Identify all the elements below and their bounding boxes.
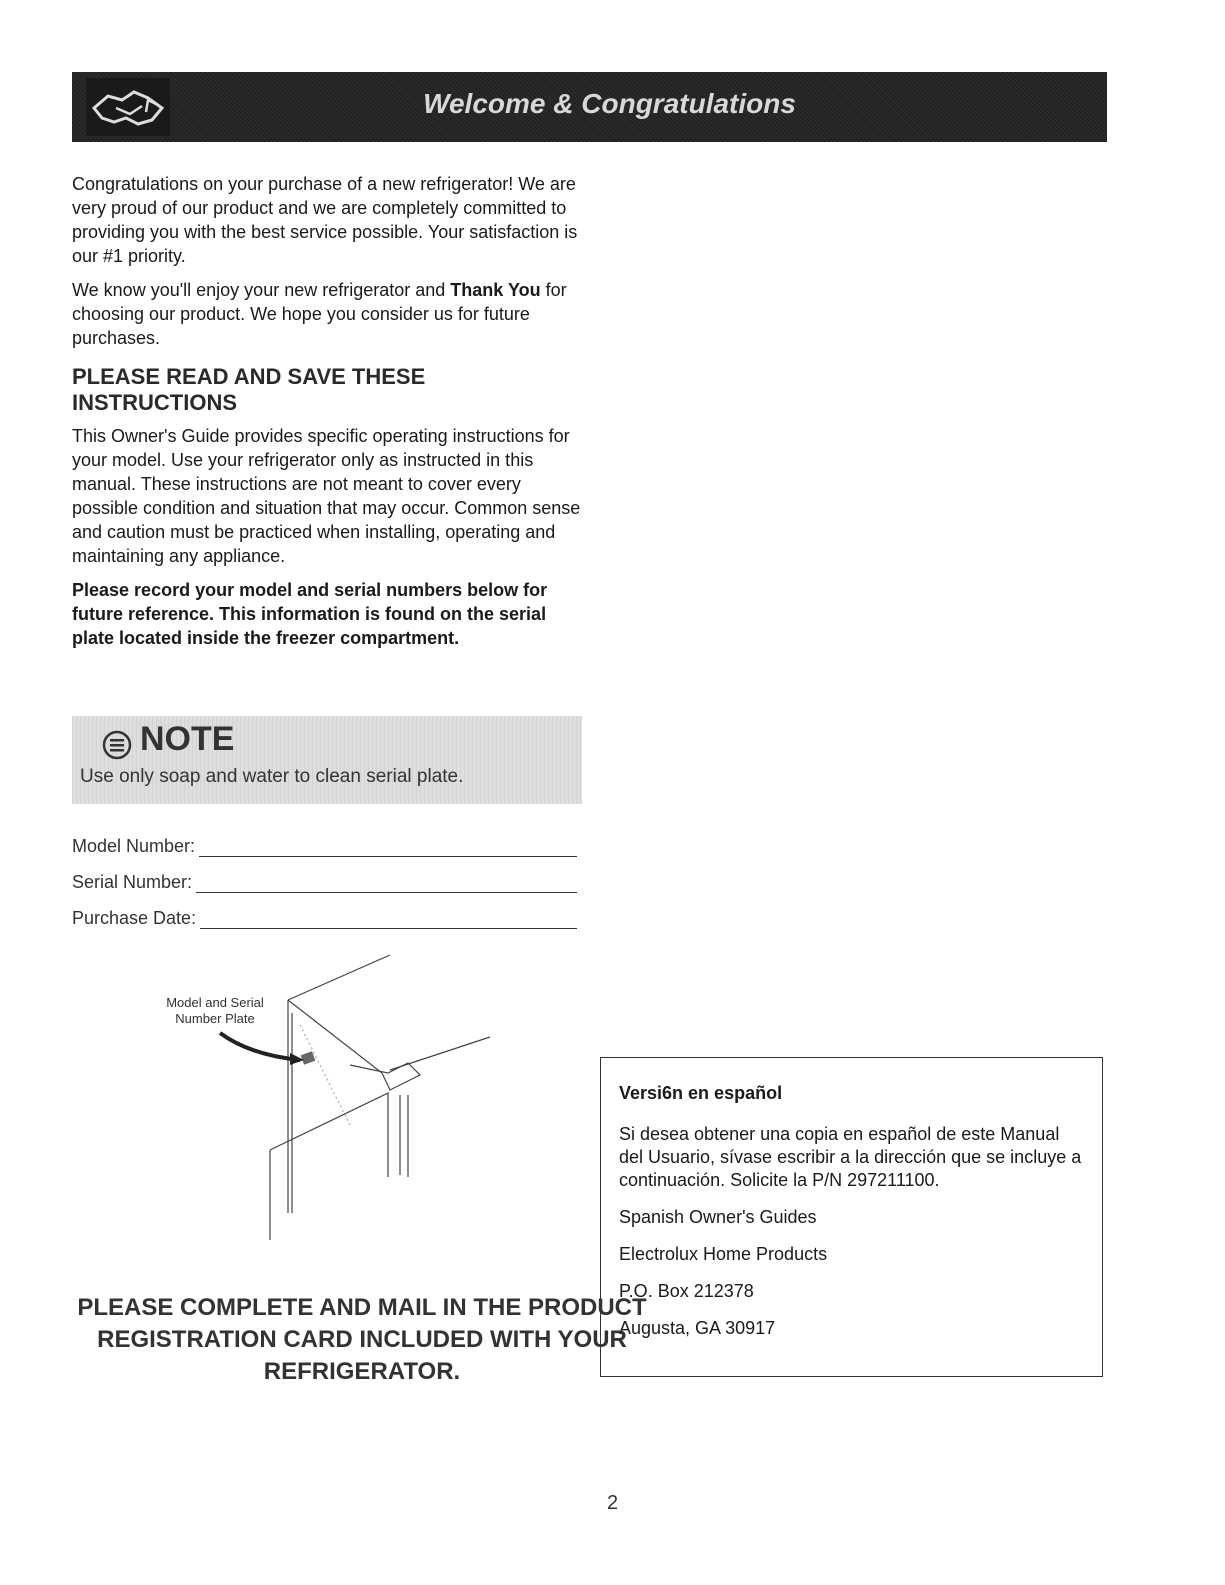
- spanish-address-line: P.O. Box 212378: [619, 1281, 754, 1301]
- thank-you-paragraph: We know you'll enjoy your new refrigerator and Thank You for choosing our product. We hope you consider us for future purchases.: [72, 280, 567, 348]
- thank-you-bold: Thank You: [450, 280, 541, 300]
- page-title: Welcome & Congratulations: [423, 88, 796, 119]
- note-box: NOTE Use only soap and water to clean serial plate.: [72, 716, 582, 804]
- instructions-heading: PLEASE READ AND SAVE THESE INSTRUCTIONS: [72, 364, 426, 415]
- instructions-body: This Owner's Guide provides specific operating instructions for your model. Use your refrigerator only as instructed in this manual. These instructions are not meant to cover every possible condition and situation that may occur. Common sense and caution must be practiced when installing, operating and maintaining any appliance.: [72, 426, 581, 566]
- spanish-address-line: Augusta, GA 30917: [619, 1318, 776, 1338]
- page-number: 2: [606, 1492, 619, 1514]
- spanish-address-line: Spanish Owner's Guides: [619, 1207, 817, 1227]
- serial-number-field[interactable]: Serial Number:: [72, 872, 577, 893]
- diagram-label: Model and Serial Number Plate: [166, 995, 264, 1026]
- spanish-version-box: [600, 1057, 1103, 1377]
- record-note: Please record your model and serial numbers below for future reference. This information is found on the serial plate located inside the freezer compartment.: [72, 580, 548, 648]
- section-header: [72, 72, 1107, 142]
- intro-column: [72, 172, 582, 660]
- spanish-body: Si desea obtener una copia en español de este Manual del Usuario, sívase escribir a la dirección que se incluye a continuación. Solicite la P/N 297211100.: [619, 1124, 1082, 1190]
- note-icon: [102, 730, 132, 760]
- registration-notice: PLEASE COMPLETE AND MAIL IN THE PRODUCT REGISTRATION CARD INCLUDED WITH YOUR REFRIGERATOR.: [77, 1294, 647, 1385]
- note-text: Use only soap and water to clean serial plate.: [80, 766, 464, 787]
- spanish-title: Versi6n en español: [619, 1083, 783, 1103]
- spanish-address-line: Electrolux Home Products: [619, 1244, 828, 1264]
- refrigerator-illustration: [150, 945, 510, 1245]
- serial-plate-diagram: [150, 945, 510, 1245]
- purchase-date-field[interactable]: Purchase Date:: [72, 908, 577, 929]
- intro-paragraph: Congratulations on your purchase of a new refrigerator! We are very proud of our product and we are completely committed to providing you with the best service possible. Your satisfaction is our #1 priority.: [72, 174, 578, 266]
- model-number-field[interactable]: Model Number:: [72, 836, 577, 857]
